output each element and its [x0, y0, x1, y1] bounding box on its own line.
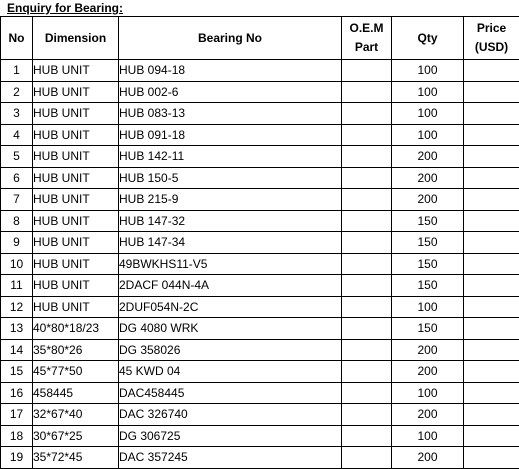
cell-dimension: 45*77*50	[33, 361, 119, 383]
table-row	[1, 361, 519, 383]
cell-bearing-no: DAC458445	[119, 382, 342, 404]
table-row	[1, 81, 519, 103]
cell-no: 5	[1, 146, 33, 168]
cell-bearing-no: DAC 357245	[119, 447, 342, 469]
table-row	[1, 447, 519, 469]
cell-price	[464, 253, 519, 275]
table-row	[1, 296, 519, 318]
cell-oem-part	[342, 210, 392, 232]
table-header	[1, 17, 519, 60]
cell-price	[464, 167, 519, 189]
cell-price	[464, 232, 519, 254]
table-row	[1, 103, 519, 125]
cell-oem-part	[342, 296, 392, 318]
cell-oem-part	[342, 60, 392, 82]
cell-price	[464, 425, 519, 447]
cell-oem-part	[342, 275, 392, 297]
cell-oem-part	[342, 146, 392, 168]
cell-oem-part	[342, 253, 392, 275]
cell-no: 8	[1, 210, 33, 232]
cell-oem-part	[342, 124, 392, 146]
cell-qty: 100	[392, 425, 464, 447]
sheet-title: Enquiry for Bearing:	[7, 2, 123, 15]
cell-no: 17	[1, 404, 33, 426]
cell-qty: 100	[392, 124, 464, 146]
cell-no: 19	[1, 447, 33, 469]
cell-dimension: HUB UNIT	[33, 146, 119, 168]
header-qty: Qty	[392, 17, 464, 60]
cell-price	[464, 447, 519, 469]
cell-dimension: HUB UNIT	[33, 189, 119, 211]
header-oem-line1: O.E.M	[342, 19, 391, 38]
cell-qty: 150	[392, 253, 464, 275]
cell-dimension: HUB UNIT	[33, 232, 119, 254]
cell-no: 10	[1, 253, 33, 275]
table-row	[1, 232, 519, 254]
table-row	[1, 60, 519, 82]
cell-bearing-no: HUB 150-5	[119, 167, 342, 189]
header-row	[1, 17, 519, 60]
cell-oem-part	[342, 361, 392, 383]
cell-dimension: 35*72*45	[33, 447, 119, 469]
cell-bearing-no: HUB 091-18	[119, 124, 342, 146]
cell-bearing-no: 2DACF 044N-4A	[119, 275, 342, 297]
cell-bearing-no: HUB 147-34	[119, 232, 342, 254]
cell-no: 14	[1, 339, 33, 361]
cell-no: 12	[1, 296, 33, 318]
cell-bearing-no: DG 358026	[119, 339, 342, 361]
cell-price	[464, 103, 519, 125]
cell-oem-part	[342, 232, 392, 254]
bearing-enquiry-table	[0, 16, 519, 469]
cell-qty: 200	[392, 146, 464, 168]
cell-bearing-no: HUB 142-11	[119, 146, 342, 168]
header-dimension: Dimension	[33, 17, 119, 60]
cell-qty: 200	[392, 361, 464, 383]
cell-no: 18	[1, 425, 33, 447]
header-price	[464, 17, 519, 60]
cell-qty: 150	[392, 232, 464, 254]
cell-no: 1	[1, 60, 33, 82]
cell-price	[464, 296, 519, 318]
cell-qty: 100	[392, 296, 464, 318]
table-row	[1, 124, 519, 146]
table-row	[1, 189, 519, 211]
cell-oem-part	[342, 382, 392, 404]
cell-no: 7	[1, 189, 33, 211]
cell-bearing-no: HUB 083-13	[119, 103, 342, 125]
cell-qty: 200	[392, 404, 464, 426]
cell-dimension: 35*80*26	[33, 339, 119, 361]
cell-price	[464, 361, 519, 383]
cell-qty: 100	[392, 81, 464, 103]
cell-bearing-no: 49BWKHS11-V5	[119, 253, 342, 275]
cell-qty: 150	[392, 210, 464, 232]
cell-price	[464, 60, 519, 82]
cell-dimension: 458445	[33, 382, 119, 404]
cell-bearing-no: DAC 326740	[119, 404, 342, 426]
table-row	[1, 382, 519, 404]
cell-dimension: HUB UNIT	[33, 210, 119, 232]
cell-no: 16	[1, 382, 33, 404]
cell-dimension: 32*67*40	[33, 404, 119, 426]
cell-no: 9	[1, 232, 33, 254]
cell-oem-part	[342, 103, 392, 125]
cell-qty: 200	[392, 167, 464, 189]
table-row	[1, 318, 519, 340]
cell-no: 4	[1, 124, 33, 146]
cell-qty: 100	[392, 103, 464, 125]
cell-bearing-no: 2DUF054N-2C	[119, 296, 342, 318]
cell-oem-part	[342, 318, 392, 340]
cell-dimension: HUB UNIT	[33, 167, 119, 189]
cell-dimension: HUB UNIT	[33, 124, 119, 146]
header-bearing-no: Bearing No	[119, 17, 342, 60]
cell-bearing-no: DG 4080 WRK	[119, 318, 342, 340]
cell-dimension: 40*80*18/23	[33, 318, 119, 340]
cell-qty: 100	[392, 60, 464, 82]
cell-no: 15	[1, 361, 33, 383]
cell-qty: 150	[392, 275, 464, 297]
cell-qty: 200	[392, 447, 464, 469]
cell-price	[464, 275, 519, 297]
table-body	[1, 60, 519, 469]
table-row	[1, 425, 519, 447]
cell-oem-part	[342, 447, 392, 469]
cell-no: 11	[1, 275, 33, 297]
cell-bearing-no: HUB 147-32	[119, 210, 342, 232]
table-row	[1, 404, 519, 426]
cell-dimension: HUB UNIT	[33, 60, 119, 82]
cell-price	[464, 382, 519, 404]
cell-oem-part	[342, 189, 392, 211]
cell-bearing-no: HUB 215-9	[119, 189, 342, 211]
header-no: No	[1, 17, 33, 60]
cell-oem-part	[342, 425, 392, 447]
header-price-line1: Price	[464, 19, 519, 38]
cell-price	[464, 339, 519, 361]
cell-no: 2	[1, 81, 33, 103]
cell-oem-part	[342, 81, 392, 103]
header-oem-line2: Part	[342, 38, 391, 57]
cell-dimension: HUB UNIT	[33, 296, 119, 318]
cell-price	[464, 146, 519, 168]
cell-dimension: HUB UNIT	[33, 275, 119, 297]
cell-qty: 150	[392, 318, 464, 340]
cell-price	[464, 404, 519, 426]
cell-price	[464, 124, 519, 146]
cell-bearing-no: 45 KWD 04	[119, 361, 342, 383]
header-oem-part	[342, 17, 392, 60]
cell-dimension: 30*67*25	[33, 425, 119, 447]
table-row	[1, 146, 519, 168]
cell-oem-part	[342, 339, 392, 361]
table-row	[1, 275, 519, 297]
table-row	[1, 253, 519, 275]
cell-dimension: HUB UNIT	[33, 81, 119, 103]
cell-price	[464, 81, 519, 103]
cell-oem-part	[342, 167, 392, 189]
cell-price	[464, 189, 519, 211]
table-row	[1, 339, 519, 361]
cell-no: 6	[1, 167, 33, 189]
cell-bearing-no: HUB 094-18	[119, 60, 342, 82]
cell-price	[464, 210, 519, 232]
cell-no: 13	[1, 318, 33, 340]
cell-bearing-no: DG 306725	[119, 425, 342, 447]
cell-qty: 200	[392, 339, 464, 361]
cell-qty: 100	[392, 382, 464, 404]
cell-bearing-no: HUB 002-6	[119, 81, 342, 103]
cell-oem-part	[342, 404, 392, 426]
cell-qty: 200	[392, 189, 464, 211]
cell-no: 3	[1, 103, 33, 125]
cell-price	[464, 318, 519, 340]
table-row	[1, 210, 519, 232]
header-price-line2: (USD)	[464, 38, 519, 57]
cell-dimension: HUB UNIT	[33, 253, 119, 275]
table-row	[1, 167, 519, 189]
cell-dimension: HUB UNIT	[33, 103, 119, 125]
